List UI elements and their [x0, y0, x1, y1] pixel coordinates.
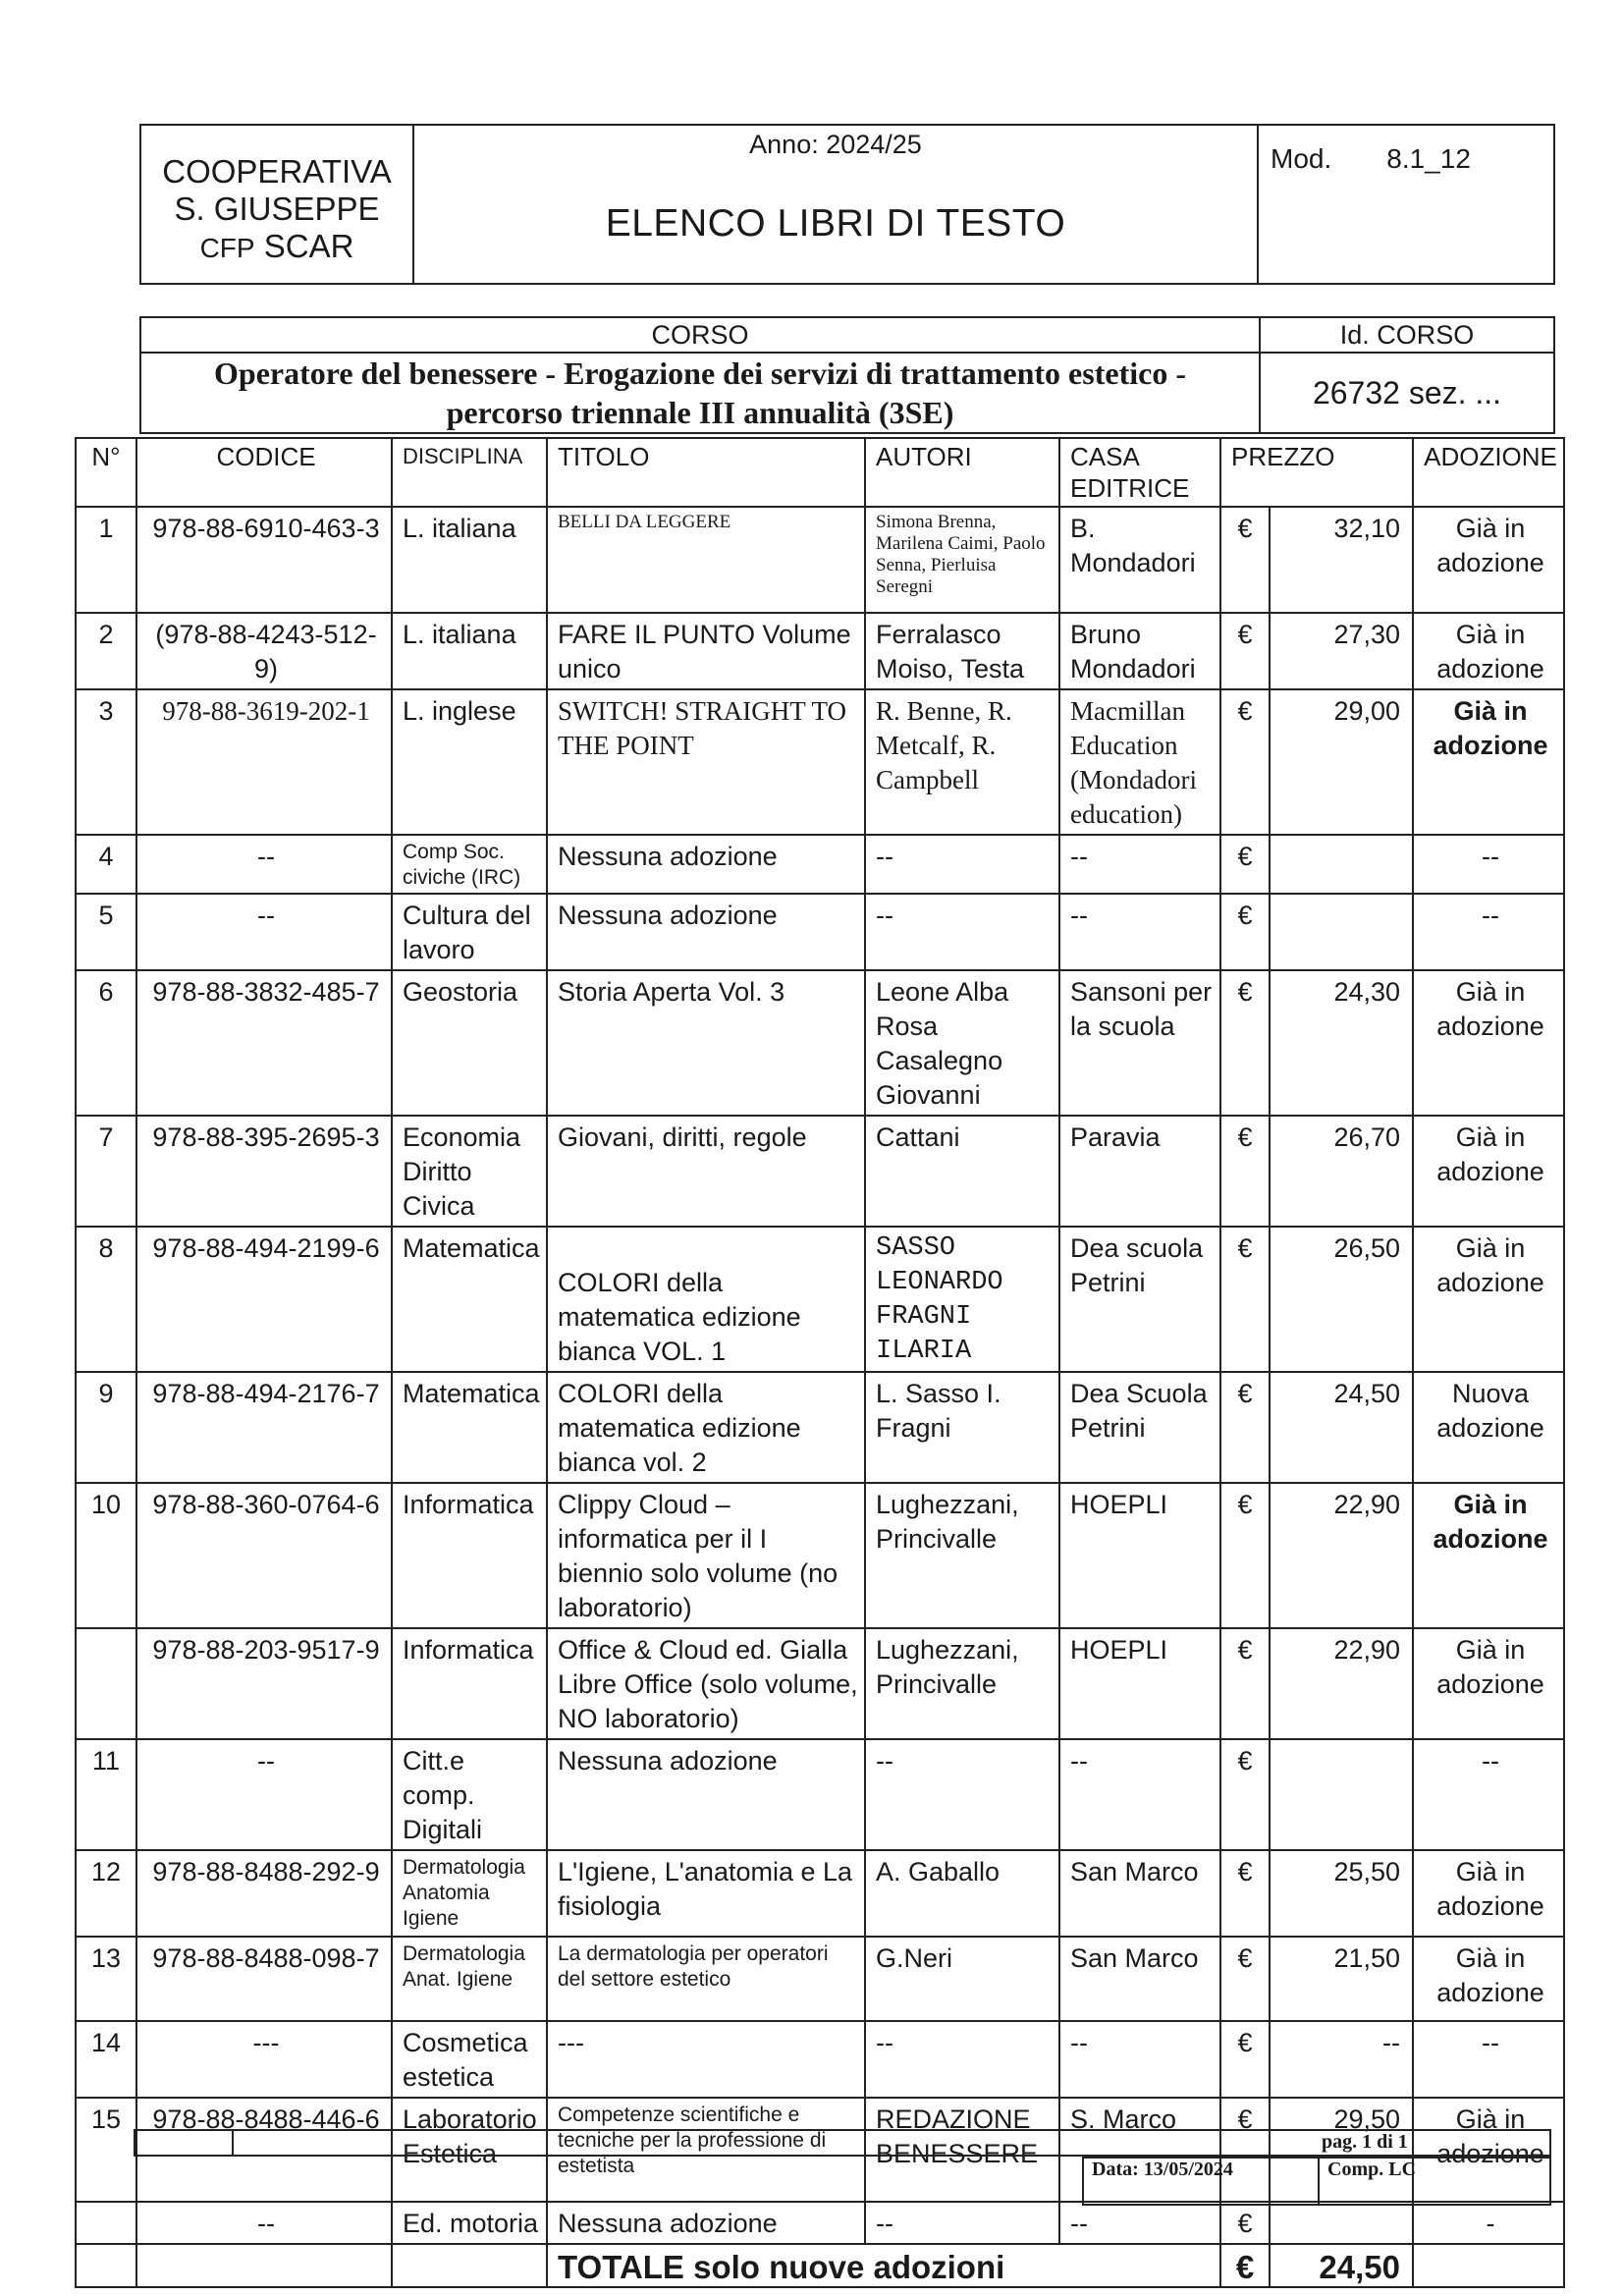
subject: Comp Soc. civiche (IRC) — [392, 835, 547, 894]
publisher: -- — [1059, 2021, 1220, 2098]
price: 25,50 — [1270, 1850, 1413, 1937]
isbn-code: 978-88-3619-202-1 — [136, 689, 392, 835]
price: 26,70 — [1270, 1116, 1413, 1227]
course-id-value: 26732 sez. ... — [1260, 353, 1554, 433]
price: 22,90 — [1270, 1483, 1413, 1628]
authors: -- — [865, 1739, 1059, 1850]
authors: Cattani — [865, 1116, 1059, 1227]
price: 27,30 — [1270, 613, 1413, 689]
price: 29,50 — [1270, 2098, 1413, 2202]
currency: € — [1220, 1483, 1270, 1628]
currency: € — [1220, 894, 1270, 970]
isbn-code: 978-88-360-0764-6 — [136, 1483, 392, 1628]
adoption-status: Nuova adozione — [1413, 1372, 1564, 1483]
authors: -- — [865, 894, 1059, 970]
page-number: pag. 1 di 1 — [1322, 2131, 1408, 2153]
compiler: Comp. LC — [1319, 2158, 1550, 2205]
row-number: 7 — [76, 1116, 136, 1227]
course-name-line2: percorso triennale III annualità (3SE) — [446, 395, 954, 430]
book-title: COLORI della matematica edizione bianca vol. 2 — [547, 1372, 865, 1483]
price: 21,50 — [1270, 1937, 1413, 2021]
row-number: 5 — [76, 894, 136, 970]
currency: € — [1220, 613, 1270, 689]
publisher: -- — [1059, 835, 1220, 894]
isbn-code: (978-88-4243-512-9) — [136, 613, 392, 689]
price — [1270, 2202, 1413, 2244]
course-name-line1: Operatore del benessere - Erogazione dei servizi di trattamento estetico - — [214, 355, 1186, 391]
currency: € — [1220, 970, 1270, 1116]
isbn-code: -- — [136, 835, 392, 894]
currency: € — [1220, 1628, 1270, 1739]
currency: € — [1220, 1739, 1270, 1850]
subject: L. inglese — [392, 689, 547, 835]
table-row — [76, 835, 1564, 894]
publisher: Sansoni per la scuola — [1059, 970, 1220, 1116]
book-title: FARE IL PUNTO Volume unico — [547, 613, 865, 689]
row-number: 11 — [76, 1739, 136, 1850]
table-row — [76, 2202, 1564, 2244]
adoption-status: Già in adozione — [1413, 1937, 1564, 2021]
total-value: 24,50 — [1270, 2244, 1413, 2287]
book-title: Competenze scientifiche e tecniche per la professione di estetista — [547, 2098, 865, 2202]
header-title: TITOLO — [547, 438, 865, 507]
adoption-status: -- — [1413, 2021, 1564, 2098]
subject: Dermatologia Anatomia Igiene — [392, 1850, 547, 1937]
authors: SASSO LEONARDO FRAGNI ILARIA — [865, 1227, 1059, 1372]
table-row — [76, 1850, 1564, 1937]
publisher: Paravia — [1059, 1116, 1220, 1227]
authors: Lughezzani, Princivalle — [865, 1628, 1059, 1739]
table-row — [76, 894, 1564, 970]
authors: -- — [865, 2021, 1059, 2098]
adoption-status: Già in adozione — [1413, 613, 1564, 689]
publisher: San Marco — [1059, 1850, 1220, 1937]
row-number: 1 — [76, 507, 136, 613]
book-title: Nessuna adozione — [547, 894, 865, 970]
total-currency: € — [1220, 2244, 1270, 2287]
isbn-code: 978-88-8488-292-9 — [136, 1850, 392, 1937]
publisher: Bruno Mondadori — [1059, 613, 1220, 689]
book-title: Office & Cloud ed. Gialla Libre Office (solo volume, NO laboratorio) — [547, 1628, 865, 1739]
currency: € — [1220, 835, 1270, 894]
table-row — [76, 1116, 1564, 1227]
subject: Citt.e comp. Digitali — [392, 1739, 547, 1850]
adoption-status: - — [1413, 2202, 1564, 2244]
publisher: -- — [1059, 1739, 1220, 1850]
publisher: HOEPLI — [1059, 1483, 1220, 1628]
isbn-code: 978-88-6910-463-3 — [136, 507, 392, 613]
table-row — [76, 1628, 1564, 1739]
publisher: S. Marco — [1059, 2098, 1220, 2202]
isbn-code: 978-88-494-2176-7 — [136, 1372, 392, 1483]
price: 32,10 — [1270, 507, 1413, 613]
footer-box — [1082, 2157, 1551, 2206]
org-scar: SCAR — [263, 228, 354, 264]
authors: L. Sasso I. Fragni — [865, 1372, 1059, 1483]
module-value: 8.1_12 — [1386, 143, 1471, 174]
subject: Dermatologia Anat. Igiene — [392, 1937, 547, 2021]
row-number — [76, 1628, 136, 1739]
total-row — [76, 2244, 1564, 2287]
adoption-status: Già in adozione — [1413, 1628, 1564, 1739]
book-title: Nessuna adozione — [547, 2202, 865, 2244]
table-row — [76, 1372, 1564, 1483]
header-code: CODICE — [136, 438, 392, 507]
course-label: CORSO — [140, 317, 1260, 353]
adoption-status: Già in adozione — [1413, 689, 1564, 835]
subject: Cosmetica estetica — [392, 2021, 547, 2098]
row-number: 12 — [76, 1850, 136, 1937]
adoption-status: Già in adozione — [1413, 1483, 1564, 1628]
table-row — [76, 1937, 1564, 2021]
table-row — [76, 689, 1564, 835]
module-label: Mod. — [1271, 143, 1332, 174]
subject: Informatica — [392, 1483, 547, 1628]
book-title: Giovani, diritti, regole — [547, 1116, 865, 1227]
subject: Laboratorio Estetica — [392, 2098, 547, 2202]
organization-box — [140, 125, 413, 284]
table-header-row — [76, 438, 1564, 507]
module-box — [1258, 125, 1554, 284]
currency: € — [1220, 1116, 1270, 1227]
subject: L. italiana — [392, 507, 547, 613]
currency: € — [1220, 1227, 1270, 1372]
row-number: 6 — [76, 970, 136, 1116]
org-name-line2: S. GIUSEPPE — [174, 191, 380, 227]
table-row — [76, 613, 1564, 689]
currency: € — [1220, 1850, 1270, 1937]
isbn-code: 978-88-494-2199-6 — [136, 1227, 392, 1372]
isbn-code: -- — [136, 2202, 392, 2244]
table-row — [76, 2021, 1564, 2098]
adoption-status: Già in adozione — [1413, 970, 1564, 1116]
price: -- — [1270, 2021, 1413, 2098]
course-name — [140, 353, 1260, 433]
isbn-code: 978-88-203-9517-9 — [136, 1628, 392, 1739]
header-adoption: ADOZIONE — [1413, 438, 1564, 507]
book-title: Clippy Cloud – informatica per il I biennio solo volume (no laboratorio) — [547, 1483, 865, 1628]
book-title: SWITCH! STRAIGHT TO THE POINT — [547, 689, 865, 835]
price — [1270, 894, 1413, 970]
authors: REDAZIONE BENESSERE — [865, 2098, 1059, 2202]
publisher: Dea scuola Petrini — [1059, 1227, 1220, 1372]
currency: € — [1220, 1372, 1270, 1483]
book-title: BELLI DA LEGGERE — [547, 507, 865, 613]
subject: Economia Diritto Civica — [392, 1116, 547, 1227]
book-title: --- — [547, 2021, 865, 2098]
price: 29,00 — [1270, 689, 1413, 835]
row-number: 15 — [76, 2098, 136, 2202]
table-row — [76, 1483, 1564, 1628]
price — [1270, 1739, 1413, 1850]
publisher: HOEPLI — [1059, 1628, 1220, 1739]
authors: Leone Alba Rosa Casalegno Giovanni — [865, 970, 1059, 1116]
subject: L. italiana — [392, 613, 547, 689]
document-date: Data: 13/05/2024 — [1083, 2158, 1319, 2205]
subject: Geostoria — [392, 970, 547, 1116]
price — [1270, 835, 1413, 894]
authors: Ferralasco Moiso, Testa — [865, 613, 1059, 689]
isbn-code: --- — [136, 2021, 392, 2098]
authors: -- — [865, 835, 1059, 894]
currency: € — [1220, 2098, 1270, 2202]
header-authors: AUTORI — [865, 438, 1059, 507]
adoption-status: Già in adozione — [1413, 1116, 1564, 1227]
book-title: Nessuna adozione — [547, 835, 865, 894]
isbn-code: -- — [136, 894, 392, 970]
table-row — [76, 970, 1564, 1116]
org-name-line1: COOPERATIVA — [162, 153, 392, 190]
publisher: Dea Scuola Petrini — [1059, 1372, 1220, 1483]
row-number: 3 — [76, 689, 136, 835]
org-cfp: CFP — [199, 233, 255, 263]
authors: Simona Brenna, Marilena Caimi, Paolo Senna, Pierluisa Seregni — [865, 507, 1059, 613]
currency: € — [1220, 2021, 1270, 2098]
row-number: 13 — [76, 1937, 136, 2021]
header-subject: DISCIPLINA — [392, 438, 547, 507]
row-number: 8 — [76, 1227, 136, 1372]
page-title: ELENCO LIBRI DI TESTO — [605, 202, 1066, 245]
authors: -- — [865, 2202, 1059, 2244]
price: 26,50 — [1270, 1227, 1413, 1372]
book-title: L'Igiene, L'anatomia e La fisiologia — [547, 1850, 865, 1937]
adoption-status: -- — [1413, 1739, 1564, 1850]
publisher: Macmillan Education (Mondadori education) — [1059, 689, 1220, 835]
publisher: B. Mondadori — [1059, 507, 1220, 613]
publisher: San Marco — [1059, 1937, 1220, 2021]
adoption-status: Già in adozione — [1413, 1850, 1564, 1937]
total-label: TOTALE solo nuove adozioni — [547, 2244, 1220, 2287]
currency: € — [1220, 2202, 1270, 2244]
isbn-code: 978-88-3832-485-7 — [136, 970, 392, 1116]
price: 24,30 — [1270, 970, 1413, 1116]
adoption-status: -- — [1413, 835, 1564, 894]
adoption-status: Già in adozione — [1413, 507, 1564, 613]
price: 24,50 — [1270, 1372, 1413, 1483]
school-year: Anno: 2024/25 — [749, 130, 922, 159]
isbn-code: 978-88-8488-098-7 — [136, 1937, 392, 2021]
title-box — [413, 125, 1258, 284]
row-number: 10 — [76, 1483, 136, 1628]
price: 22,90 — [1270, 1628, 1413, 1739]
subject: Informatica — [392, 1628, 547, 1739]
isbn-code: 978-88-8488-446-6 — [136, 2098, 392, 2202]
row-number: 14 — [76, 2021, 136, 2098]
row-number: 4 — [76, 835, 136, 894]
book-title: Nessuna adozione — [547, 1739, 865, 1850]
header-price: PREZZO — [1220, 438, 1413, 507]
course-block — [139, 316, 1555, 434]
publisher: -- — [1059, 894, 1220, 970]
adoption-status: -- — [1413, 894, 1564, 970]
authors: Lughezzani, Princivalle — [865, 1483, 1059, 1628]
header-n: N° — [76, 438, 136, 507]
authors: R. Benne, R. Metcalf, R. Campbell — [865, 689, 1059, 835]
adoption-status: Già in adozione — [1413, 2098, 1564, 2202]
isbn-code: -- — [136, 1739, 392, 1850]
header-publisher: CASA EDITRICE — [1059, 438, 1220, 507]
row-number: 2 — [76, 613, 136, 689]
isbn-code: 978-88-395-2695-3 — [136, 1116, 392, 1227]
subject: Cultura del lavoro — [392, 894, 547, 970]
row-number — [76, 2202, 136, 2244]
book-title: Storia Aperta Vol. 3 — [547, 970, 865, 1116]
books-table — [75, 437, 1565, 2288]
course-id-label: Id. CORSO — [1260, 317, 1554, 353]
row-number: 9 — [76, 1372, 136, 1483]
table-row — [76, 1739, 1564, 1850]
adoption-status: Già in adozione — [1413, 1227, 1564, 1372]
subject: Matematica — [392, 1227, 547, 1372]
book-title: COLORI della matematica edizione bianca VOL. 1 — [547, 1227, 865, 1372]
table-row — [76, 1227, 1564, 1372]
document-header — [139, 124, 1555, 285]
currency: € — [1220, 689, 1270, 835]
currency: € — [1220, 507, 1270, 613]
authors: A. Gaballo — [865, 1850, 1059, 1937]
subject: Matematica — [392, 1372, 547, 1483]
table-row — [76, 507, 1564, 613]
currency: € — [1220, 1937, 1270, 2021]
publisher: -- — [1059, 2202, 1220, 2244]
book-title: La dermatologia per operatori del settore estetico — [547, 1937, 865, 2021]
authors: G.Neri — [865, 1937, 1059, 2021]
subject: Ed. motoria — [392, 2202, 547, 2244]
